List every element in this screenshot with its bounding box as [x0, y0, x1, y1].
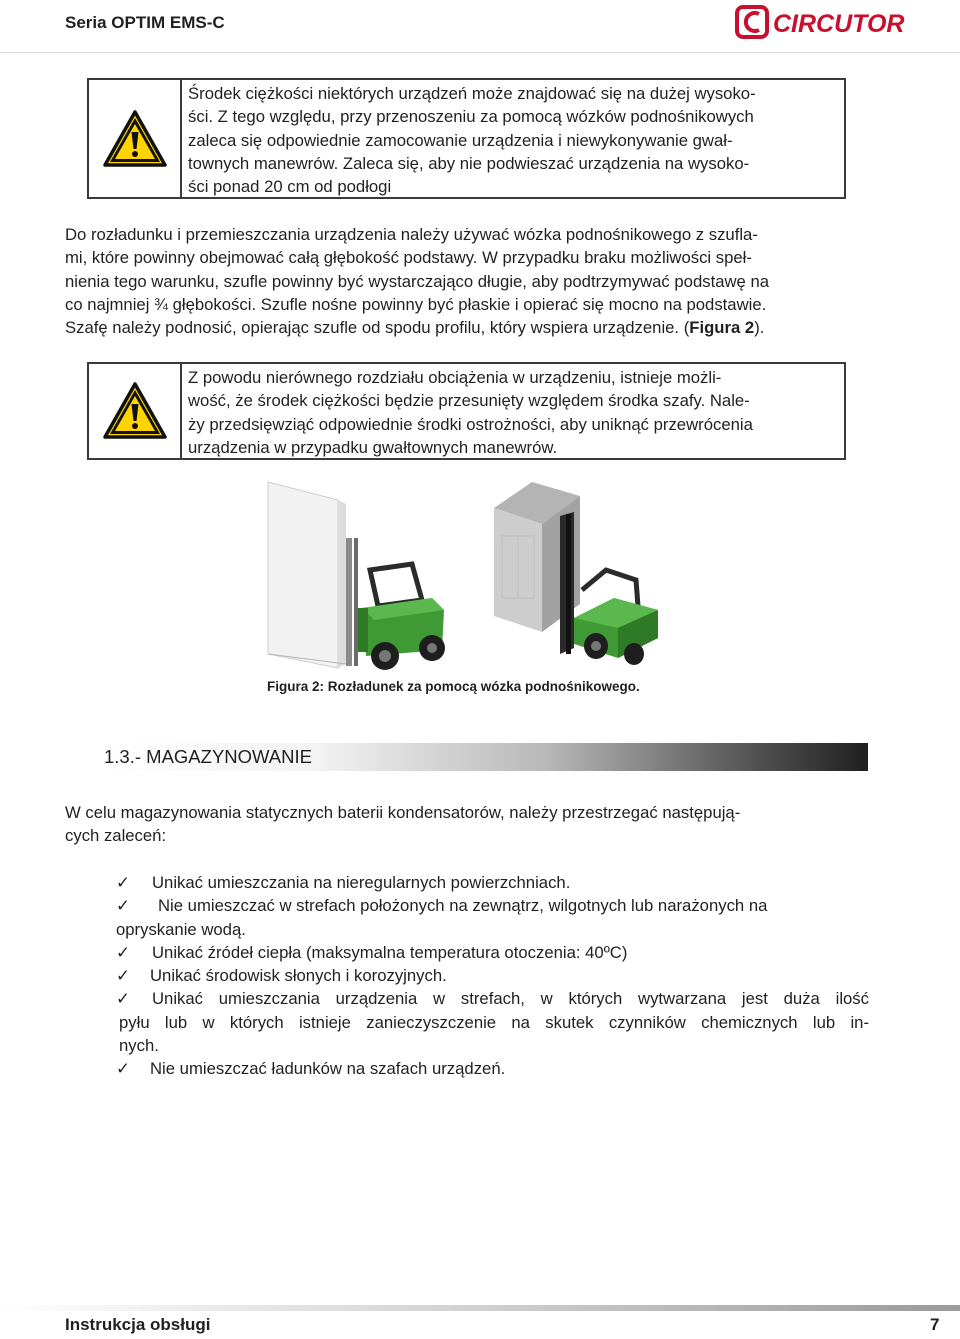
list-item-line: pyłu lub w których istnieje zanieczyszczenie na skutek czynników chemicznych lub in- — [119, 1012, 869, 1032]
figure-reference: Figura 2 — [689, 318, 755, 338]
checkmark-icon: ✓ — [116, 1059, 130, 1079]
section-title: 1.3.- MAGAZYNOWANIE — [104, 746, 312, 767]
warning-line: Z powodu nierównego rozdziału obciążenia w urządzeniu, istnieje możli- — [188, 368, 722, 387]
list-item-text: Unikać umieszczania na nieregularnych powierzchniach. — [152, 873, 571, 892]
warning-line: Środek ciężkości niektórych urządzeń może znajdować się na dużej wysoko- — [188, 84, 756, 103]
warning-box-1 — [87, 78, 846, 199]
right-forklift-scene — [494, 482, 658, 665]
paragraph-text: ). — [754, 318, 765, 338]
paragraph-text: Szafę należy podnosić, opierając szufle od spodu profilu, który wspiera urządzenie. ( — [65, 318, 690, 338]
warning-text-2 — [188, 366, 838, 459]
list-item-text: Unikać źródeł ciepła (maksymalna temperatura otoczenia: 40ºC) — [152, 942, 628, 962]
list-item-text: Unikać środowisk słonych i korozyjnych. — [150, 966, 447, 986]
circutor-logo — [735, 4, 913, 40]
checkmark-icon: ✓ — [116, 873, 130, 892]
paragraph-line — [65, 316, 869, 339]
list-item — [116, 894, 869, 941]
warning-line: zaleca się odpowiednie zamocowanie urządzenia i niewykonywanie gwał- — [188, 130, 733, 150]
warning-line: ży przedsięwziąć odpowiednie środki ostrożności, aby uniknąć przewrócenia — [188, 414, 753, 434]
warning-text-1 — [188, 82, 838, 198]
warning-icon-cell — [89, 80, 182, 197]
header-divider — [0, 52, 960, 53]
forklift-illustration — [262, 478, 672, 674]
storage-checklist — [116, 871, 869, 1081]
list-item-text: Nie umieszczać w strefach położonych na zewnątrz, wilgotnych lub narażonych na — [158, 896, 768, 916]
storage-intro — [65, 801, 869, 848]
list-item — [116, 871, 869, 894]
warning-triangle-icon — [103, 382, 167, 440]
list-item — [116, 941, 869, 964]
list-item — [116, 987, 869, 1057]
paragraph-line: nienia tego warunku, szufle powinny być wystarczająco długie, aby podtrzymywać podstawę na — [65, 271, 770, 291]
paragraph-line: mi, które powinny obejmować całą głębokość podstawy. W przypadku braku możliwości speł- — [65, 248, 752, 268]
footer-divider — [0, 1305, 960, 1311]
logo-wordmark: CIRCUTOR — [773, 10, 905, 38]
figure-caption: Figura 2: Rozładunek za pomocą wózka podnośnikowego. — [267, 679, 640, 694]
document-series-title: Seria OPTIM EMS-C — [65, 13, 225, 32]
list-item-line: nych. — [119, 1036, 159, 1056]
paragraph-line: W celu magazynowania statycznych baterii kondensatorów, należy przestrzegać następują- — [65, 803, 741, 822]
list-item — [116, 1057, 869, 1080]
paragraph-line: co najmniej ¾ głębokości. Szufle nośne powinny być płaskie i opierać się mocno na podstawie. — [65, 294, 767, 314]
checkmark-icon: ✓ — [116, 966, 130, 986]
warning-icon-cell — [89, 364, 182, 458]
list-item-line — [116, 987, 869, 1010]
list-item-line — [116, 894, 869, 917]
warning-line: ści. Z tego względu, przy przenoszeniu za pomocą wózków podnośnikowych — [188, 107, 754, 127]
paragraph-line: Do rozładunku i przemieszczania urządzenia należy używać wózka podnośnikowego z szufla- — [65, 225, 758, 244]
warning-line: wość, że środek ciężkości będzie przesunięty względem środka szafy. Nale- — [188, 391, 750, 411]
left-forklift-scene — [268, 482, 445, 670]
checkmark-icon: ✓ — [116, 989, 130, 1009]
list-item — [116, 964, 869, 987]
warning-line: townych manewrów. Zaleca się, aby nie podwieszać urządzenia na wysoko- — [188, 153, 750, 173]
warning-line: ści ponad 20 cm od podłogi — [188, 177, 392, 197]
list-item-line: opryskanie wodą. — [116, 919, 246, 939]
page-number: 7 — [930, 1315, 940, 1334]
list-item-text: Nie umieszczać ładunków na szafach urządzeń. — [150, 1059, 506, 1079]
warning-triangle-icon — [103, 110, 167, 168]
warning-line: urządzenia w przypadku gwałtownych manewrów. — [188, 437, 558, 457]
checkmark-icon: ✓ — [116, 896, 130, 916]
paragraph-line: cych zaleceń: — [65, 826, 167, 846]
warning-box-2 — [87, 362, 846, 460]
list-item-text: Unikać umieszczania urządzenia w strefach, w których wytwarzana jest duża ilość — [152, 989, 869, 1009]
checkmark-icon: ✓ — [116, 942, 130, 962]
footer-document-title: Instrukcja obsługi — [65, 1315, 211, 1334]
unloading-paragraph — [65, 223, 869, 339]
